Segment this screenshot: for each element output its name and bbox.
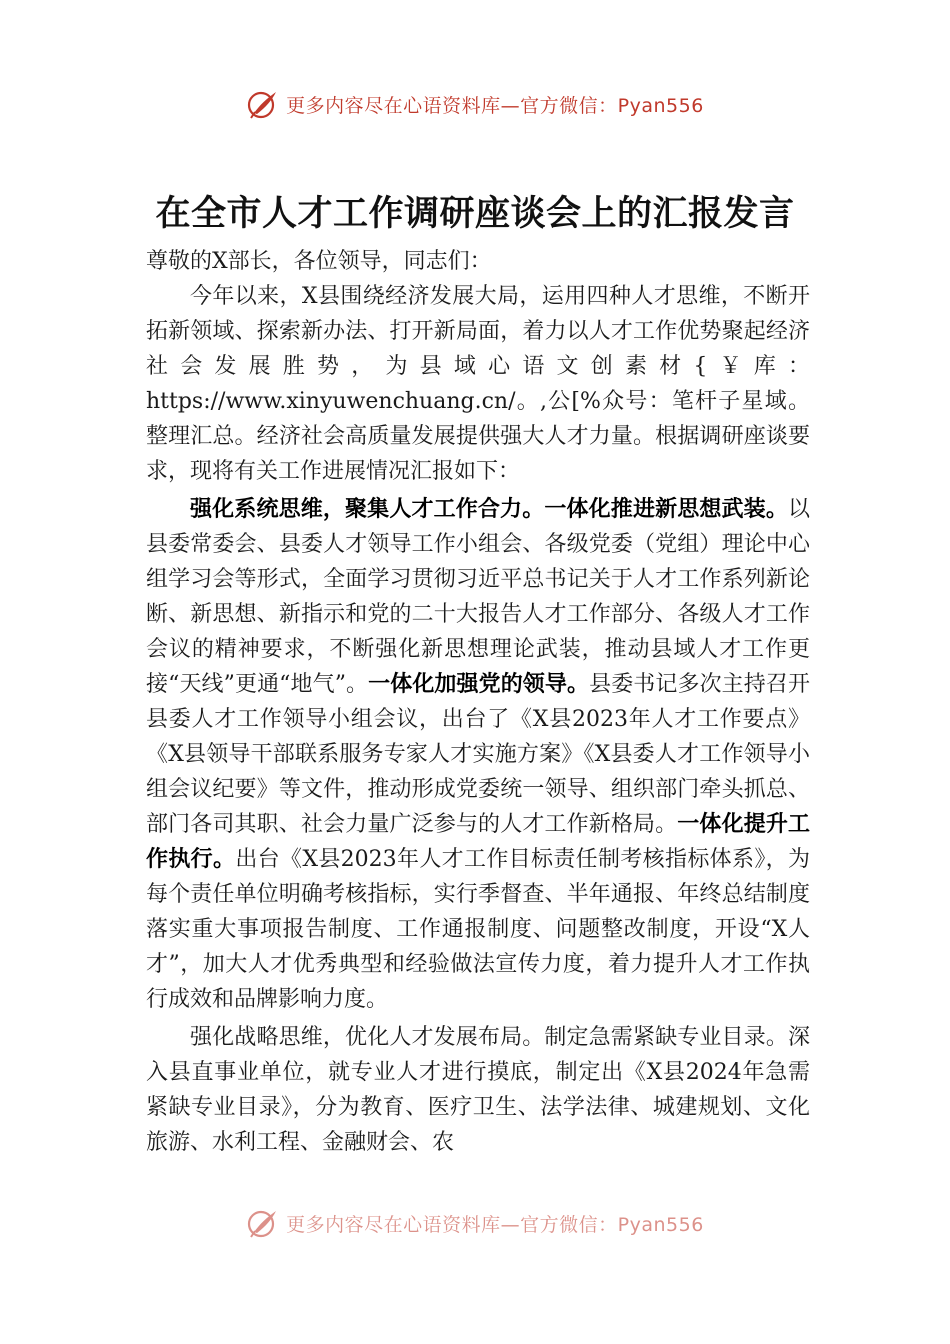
footer-watermark-text: 更多内容尽在心语资料库—官方微信：Pyan556 [286, 1213, 704, 1236]
footer-watermark-banner [0, 1205, 950, 1241]
section-1-text-3: 出台《X县2023年人才工作目标责任制考核指标体系》，为每个责任单位明确考核指标，实行季督查、半年通报、年终总结制度落实重大事项报告制度、工作通报制度、问题整改制度，开设“X人才”，加大人才优秀典型和经验做法宣传力度，着力提升人才工作执行成效和品牌影响力度。 [146, 847, 810, 1012]
section-1-paragraph [146, 492, 810, 1017]
document-body [146, 244, 810, 1160]
section-1-text-2: 县委书记多次主持召开县委人才工作领导小组会议，出台了《X县2023年人才工作要点》《X县领导干部联系服务专家人才实施方案》《X县委人才工作领导小组会议纪要》等文件，推动形成党委统一领导、组织部门牵头抓总、部门各司其职、社会力量广泛参与的人才工作新格局。 [146, 672, 810, 837]
section-1-heading: 强化系统思维，聚集人才工作合力。一体化推进新思想武装。 [190, 496, 788, 522]
section-1-subheading-3: 一体化提升工作执行。 [146, 811, 810, 872]
salutation: 尊敬的X部长，各位领导，同志们： [146, 249, 492, 274]
intro-paragraph: 今年以来，X县围绕经济发展大局，运用四种人才思维，不断开拓新领域、探索新办法、打开新局面，着力以人才工作优势聚起经济社会发展胜势，为县域心语文创素材{￥库：https://www.xinyuwenchuang.cn/。,公[%众号：笔杆子星域。整理汇总。经济社会高质量发展提供强大人才力量。根据调研座谈要求，现将有关工作进展情况汇报如下： [146, 284, 810, 484]
section-2-paragraph: 强化战略思维，优化人才发展布局。制定急需紧缺专业目录。深入县直事业单位，就专业人才进行摸底，制定出《X县2024年急需紧缺专业目录》，分为教育、医疗卫生、法学法律、城建规划、文化旅游、水利工程、金融财会、农 [146, 1025, 810, 1155]
quill-logo-icon [246, 1206, 280, 1240]
header-watermark-text: 更多内容尽在心语资料库—官方微信：Pyan556 [286, 94, 704, 117]
section-1-text-1: 以县委常委会、县委人才领导工作小组会、各级党委（党组）理论中心组学习会等形式，全面学习贯彻习近平总书记关于人才工作系列新论断、新思想、新指示和党的二十大报告人才工作部分、各级人才工作会议的精神要求，不断强化新思想理论武装，推动县域人才工作更接“天线”更通“地气”。 [146, 497, 810, 697]
quill-logo-icon [246, 87, 280, 121]
document-title: 在全市人才工作调研座谈会上的汇报发言 [155, 193, 795, 234]
header-watermark-banner [0, 84, 950, 124]
section-1-subheading-2: 一体化加强党的领导。 [368, 671, 590, 697]
